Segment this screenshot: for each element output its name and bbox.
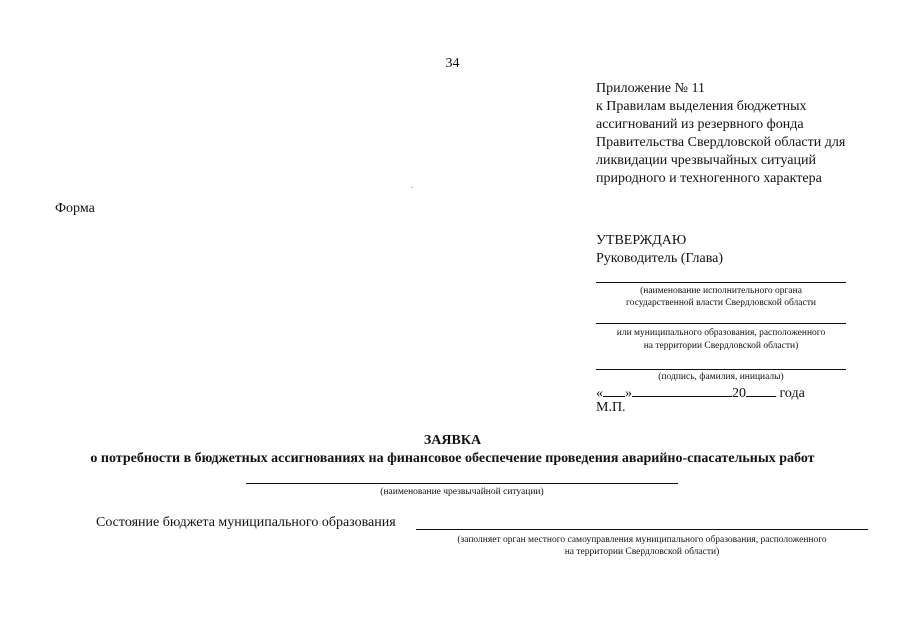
- caption-budget: (заполняет орган местного самоуправления муниципального образования, расположенного: [457, 535, 827, 545]
- caption-emergency: (наименование чрезвычайной ситуации): [380, 487, 544, 497]
- caption-municipal: на территории Свердловской области): [643, 341, 799, 351]
- date-year-blank: [746, 383, 776, 397]
- date-close-quote: »: [625, 386, 632, 401]
- request-subtitle: о потребности в бюджетных ассигнованиях на финансовое обеспечение проведения аварийно-спасательных работ: [90, 451, 815, 466]
- blank-line-body-name: [596, 282, 846, 283]
- date-open-quote: «: [596, 386, 603, 401]
- request-title: ЗАЯВКА: [423, 433, 482, 448]
- caption-body-name: (наименование исполнительного органа: [640, 286, 802, 296]
- appendix-line: Приложение № 11: [596, 81, 705, 96]
- caption-municipal: или муниципального образования, расположенного: [616, 328, 826, 338]
- blank-line-municipal: [596, 323, 846, 324]
- caption-signature: (подпись, фамилия, инициалы): [658, 372, 784, 382]
- caption-budget: на территории Свердловской области): [564, 547, 720, 557]
- blank-line-emergency: [246, 483, 678, 484]
- blank-line-signature: [596, 369, 846, 370]
- caption-body-name: государственной власти Свердловской области: [626, 298, 816, 308]
- approval-block: [596, 232, 723, 268]
- stamp-place: М.П.: [596, 400, 626, 415]
- appendix-block: [596, 80, 896, 188]
- blank-line-budget: [416, 529, 868, 530]
- appendix-line: ассигнований из резервного фонда: [596, 117, 804, 132]
- appendix-line: ликвидации чрезвычайных ситуаций: [596, 153, 816, 168]
- appendix-line: к Правилам выделения бюджетных: [596, 99, 807, 114]
- approval-title: УТВЕРЖДАЮ: [596, 233, 687, 248]
- scan-speck: .: [411, 180, 414, 190]
- date-month-blank: [632, 383, 732, 397]
- form-label: Форма: [55, 201, 95, 216]
- date-year-prefix: 20: [732, 386, 746, 401]
- approval-date: [596, 383, 805, 402]
- appendix-line: природного и техногенного характера: [596, 171, 822, 186]
- approval-role: Руководитель (Глава): [596, 251, 724, 266]
- date-day-blank: [603, 383, 625, 397]
- appendix-line: Правительства Свердловской области для: [596, 135, 846, 150]
- page-number: 34: [445, 56, 460, 71]
- date-year-suffix: года: [779, 386, 805, 401]
- budget-label: Состояние бюджета муниципального образования: [96, 515, 396, 530]
